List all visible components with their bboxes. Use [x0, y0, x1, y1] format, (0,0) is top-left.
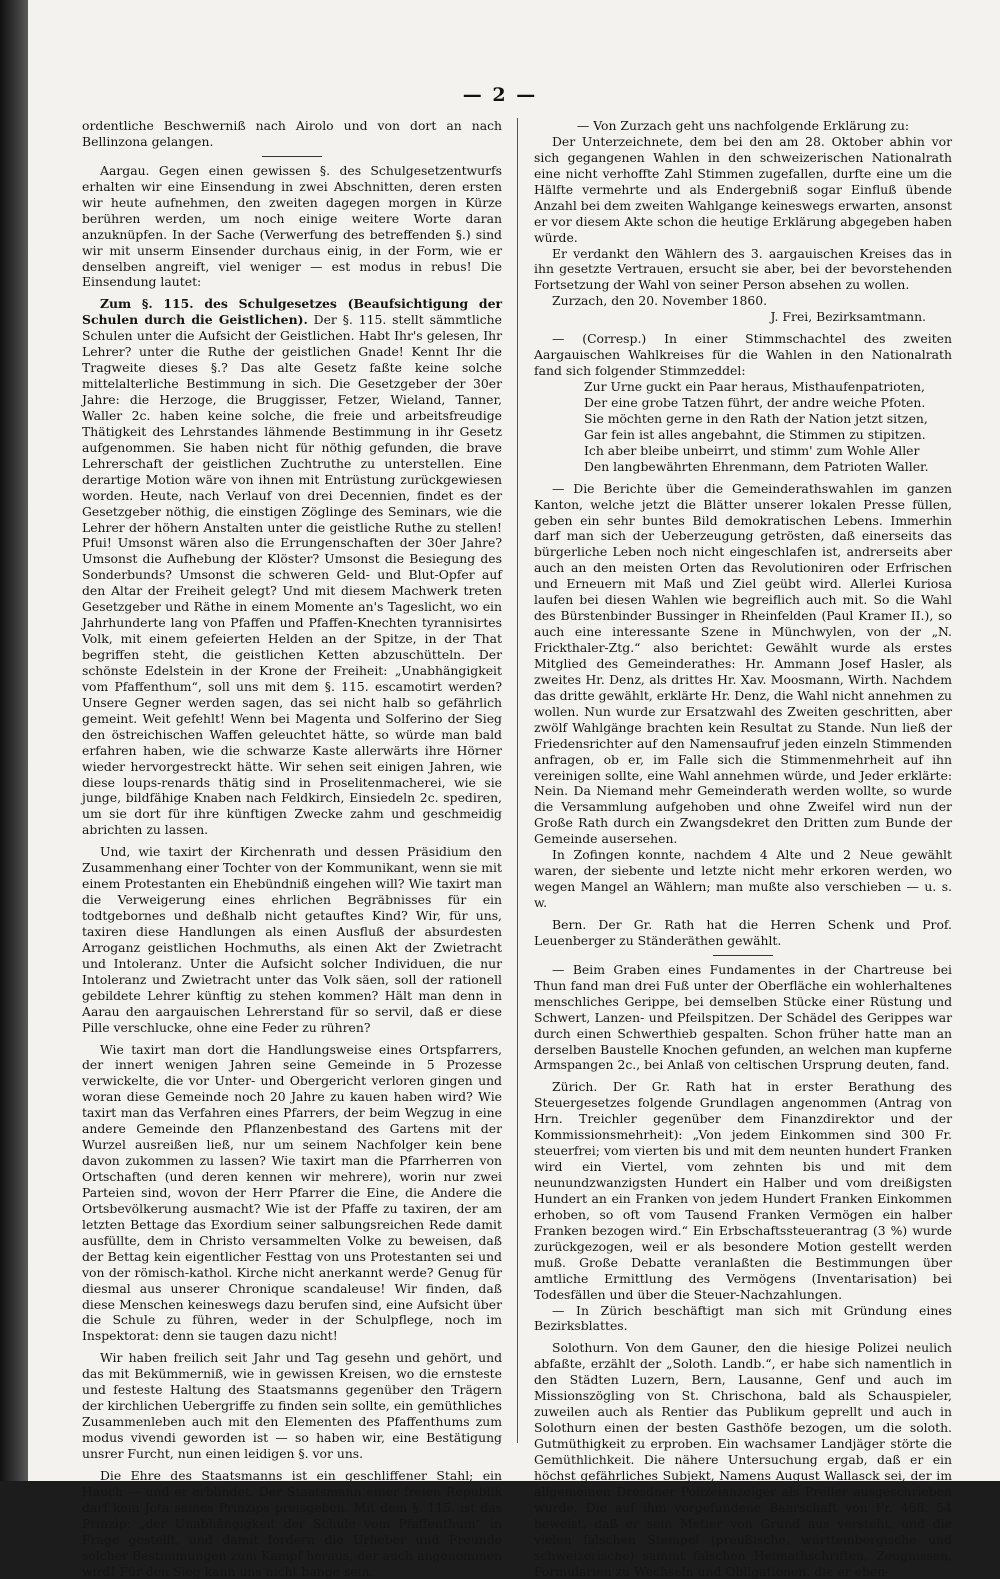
signature: J. Frei, Bezirksamtmann. [770, 309, 926, 325]
paragraph: Die Ehre des Staatsmanns ist ein geschliffener Stahl; ein Hauch — und er erblindet. Der Staatsmann einer freien Republik darf kein Jota seines Prinzips preisgeben. Mit dem §. 115. ist das Prinzip: „der Unabhängigkeit der Schule vom Pfaffenthum“ in Frage gestellt, und damit fordern die Urheber und Freunde solcher Bestimmungen zum Kampf heraus, der auch angenommen wird! Für den Sieg kann uns nicht bange sein. [82, 1467, 502, 1579]
column-divider [517, 118, 518, 1443]
poem-line: Zur Urne guckt ein Paar heraus, Misthaufenpatrioten, [584, 379, 925, 394]
paragraph-bern: Bern. Der Gr. Rath hat die Herren Schenk und Prof. Leuenberger zu Ständeräthen gewählt. [534, 916, 952, 948]
article-text: Der §. 115. stellt sämmtliche Schulen unter die Aufsicht der Geistlichen. Habt Ihr's gelesen, Ihr Lehrer? unter die Ruthe der geistlichen Gnade! Kennt Ihr die Tragweite dieses §.? Das alte Gesetz faßte keine solche mittelalterliche Bestimmung in sich. Die Gesetzgeber der 30er Jahre: die Herzoge, die Bruggisser, Fetzer, Wieland, Tanner, Waller 2c. haben keine solche, die freie und arbeitsfreudige Thätigkeit des Lehrstandes lähmende Bestimmung in ihr Gesetz aufgenommen. Sie haben nicht für nöthig gefunden, die brave Lehrerschaft der geistlichen Zuchtruthe zu unterstellen. Eine derartige Motion wäre von ihnen mit Entrüstung zurückgewiesen worden. Heute, nach Verlauf von drei Decennien, findet es der Gesetzgeber nöthig, die einstigen Zöglinge des Seminars, wie die Lehrer der höhern Anstalten unter die geistliche Ruthe zu stellen! Pfui! Umsonst wären also die Errungenschaften der 30er Jahre? Umsonst die Aufhebung der Klöster? Umsonst die Besiegung des Sonderbunds? Umsonst die schweren Geld- und Blut-Opfer auf den Altar der Freiheit gelegt? Und mit diesem Machwerk treten Gesetzgeber und Räthe in einem Momente an's Tageslicht, wo ein Jahrhunderte lang von Pfaffen und Pfaffen-Knechten tyrannisirtes Volk, mit einem gefeierten Helden an der Spitze, in der That begriffen steht, die geistlichen Ketten abzuschütteln. Der schönste Edelstein in der Krone der Freiheit: „Unabhängigkeit vom Pfaffenthum“, soll uns mit dem §. 115. escamotirt werden? Unsere Gegner werden sagen, das sei nicht halb so gefährlich gemeint. Weit gefehlt! Wenn bei Magenta und Solferino der Sieg den östreichischen Waffen geleuchtet hätte, so würde man bald erfahren haben, wie die schwarze Kaste allerwärts ihre Hörner wieder hervorgestreckt hätte. Wir sehen seit einigen Jahren, wie diese loups-renards thätig sind in Proselitenmacherei, wie sie junge, bildfähige Knaben nach Feldkirch, Einsiedeln 2c. spediren, um sie dort für ihre künftigen Zwecke zahm und geschmeidig abrichten zu lassen. [82, 312, 502, 838]
paragraph-zuerich: Zürich. Der Gr. Rath hat in erster Berathung des Steuergesetzes folgende Grundlagen angenommen (Antrag von Hrn. Treichler gegenüber dem Finanzdirektor und der Kommissionsmehrheit): „Von jedem Einkommen sind 300 Fr. steuerfrei; vom vierten bis und mit dem neunten hundert Franken wird ein Viertel, vom zehnten bis und mit dem neunundzwanzigsten Hundert ein Halber und vom dreißigsten Hundert an ein Franken von jedem Hundert Franken Einkommen erhoben, so oft vom Tausend Franken Vermögen ein halber Franken bezogen wird.“ Ein Erbschaftssteuerantrag (3 %) wurde zurückgezogen, weil er als besondere Motion gestellt werden muß. Große Debatte veranlaßten die Bestimmungen über amtliche Ermittlung des Vermögens (Inventarisation) bei Todesfällen und über die Steuer-Nachzahlungen. [534, 1079, 952, 1302]
poem-line: Ich aber bleibe unbeirrt, und stimm' zum Wohle Aller [584, 442, 920, 458]
paragraph: Und, wie taxirt der Kirchenrath und dessen Präsidium den Zusammenhang einer Tochter von der Kommunikant, wenn sie mit einem Protestanten ein Ehebündniß eingehen will? Wie taxirt man die Verweigerung eines ehrlichen Begräbnisses für ein todtgebornes und deßhalb nicht getauftes Kind? Wir, für uns, taxiren diese Handlungen als einen Ausfluß der absurdesten Arroganz geistlichen Hochmuths, als einen Akt der Zwietracht und Intoleranz. Unter die Aufsicht solcher Individuen, die nur Intoleranz und Zwietracht unter das Volk säen, soll der rationell gebildete Lehrer künftig zu stehen kommen? Hält man denn in Aarau den aargauischen Lehrerstand für so servil, daß er diese Pille verschlucke, ohne eine Feder zu rühren? [82, 844, 502, 1035]
paragraph: — In Zürich beschäftigt man sich mit Gründung eines Bezirksblattes. [534, 1302, 952, 1334]
poem-line: Der eine grobe Tatzen führt, der andre weiche Pfoten. [584, 394, 926, 410]
paragraph: — Die Berichte über die Gemeinderathswahlen im ganzen Kanton, welche jetzt die Blätter unserer lokalen Presse füllen, geben ein sehr buntes Bild demokratischen Lebens. Immerhin darf man sich der Ueberzeugung getrösten, daß einerseits das bürgerliche Leben noch nicht eingeschlafen ist, andrerseits aber auch an den meisten Orten das Revolutioniren oder Erfrischen und Erneuern mit Maß und Ziel geübt wird. Allerlei Kuriosa laufen bei diesen Wahlen wie begreiflich auch mit. So die Wahl des Bürstenbinder Bussinger in Rheinfelden (Paul Kramer II.), so auch eine interessante Szene in Münchwylen, von der „N. Frickthaler-Ztg.“ also berichtet: Gewählt wurde als erstes Mitglied des Gemeinderathes: Hr. Ammann Josef Hasler, als zweites Hr. Denz, als drittes Hr. Xav. Moosmann, Wirth. Nachdem das dritte gewählt, erklärte Hr. Denz, die Wahl nicht annehmen zu wollen. Nun wurde zur Ersatzwahl des Zweiten geschritten, aber zwölf Wahlgänge brachten kein Resultat zu Stande. Nun ließ der Friedensrichter auf den Namensaufruf jeden einzeln Stimmenden anfragen, ob er, im Falle sich die Stimmenmehrheit auf ihn vereinigen sollte, eine Wahl annehmen würde, und Jeder erklärte: Nein. Da Niemand mehr Gemeinderath werden wollte, so wurde die Versammlung aufgehoben und ohne Zweifel wird nun der Große Rath durch ein Zwangsdekret den Dritten zum Bunde der Gemeinde ausersehen. [534, 480, 952, 847]
separator [713, 955, 773, 956]
paragraph-article [82, 296, 502, 838]
poem-line: Sie möchten gerne in den Rath der Nation jetzt sitzen, [584, 410, 928, 426]
page-number: — 2 — [462, 84, 538, 106]
paragraph-solothurn: Solothurn. Von dem Gauner, den die hiesige Polizei neulich abfaßte, erzählt der „Soloth. Landb.“, er habe sich namentlich in den Städten Luzern, Bern, Lausanne, Genf und auch im Missionszögling von St. Chrischona, bald als Schauspieler, zuweilen auch als Rentier das Publikum geprellt und auch in Solothurn einen der besten Gasthöfe bezogen, um die soloth. Gutmüthigkeit zu erproben. Ein wachsamer Landjäger störte die Gemüthlichkeit. Die nähere Untersuchung ergab, daß er ein höchst gefährliches Subjekt, Namens August Wallasck sei, der im allgemeinen Dresdner Polizeianzeiger als Preller ausgeschrieben wurde. Die auf ihm vorgefundene Baarschaft von Fr. 468. 54 beweist, daß er sein Metier von Grund aus versteht, und die vielen falschen Stempel (preußische, württembergische und schweizerische) sammt falschen Heimathschriften, Zeugnissen, Formularien zu Wechseln und Obligationen, die er eben- [534, 1340, 952, 1579]
paragraph: Er verdankt den Wählern des 3. aargauischen Kreises das in ihn gesetzte Vertrauen, ersucht sie aber, bei der bevorstehenden Fortsetzung der Wahl von seiner Person absehen zu wollen. [534, 245, 952, 293]
separator [262, 156, 322, 157]
left-column [82, 118, 502, 1579]
paragraph: — Beim Graben eines Fundamentes in der Chartreuse bei Thun fand man drei Fuß unter der Oberfläche ein wohlerhaltenes menschliches Gerippe, bei demselben Stücke einer Rüstung und Schwert, Lanzen- und Pfeilspitzen. Der Schädel des Gerippes war durch einen Schwerthieb gespalten. Schon früher hatte man an derselben Baustelle Knochen gefunden, an welchen man kupferne Armspangen 2c., bei Anlaß von celtischen Ursprung deuten, fand. [534, 961, 952, 1073]
paragraph: Der Unterzeichnete, dem bei den am 28. Oktober abhin vor sich gegangenen Wahlen in den schweizerischen Nationalrath eine nicht verhoffte Zahl Stimmen zugefallen, durfte eine um die Hälfte vermehrte und als Endergebniß sogar Einfluß übende Anzahl bei dem zweiten Wahlgange keineswegs erwarten, ansonst er vor diesem Akte schon die heutige Erklärung abgegeben haben würde. [534, 133, 952, 245]
paragraph-aargau: Aargau. Gegen einen gewissen §. des Schulgesetzentwurfs erhalten wir eine Einsendung in zwei Abschnitten, deren ersten wir heute aufnehmen, den zweiten dagegen morgen in Kürze berühren werden, um noch einige weitere Worte daran anzuknüpfen. In der Sache (Verwerfung des betreffenden §.) sind wir mit unserm Einsender durchaus einig, in der Form, wie er denselben angreift, viel weniger — est modus in rebus! Die Einsendung lautet: [82, 162, 502, 290]
paragraph-zurzach-intro: — Von Zurzach geht uns nachfolgende Erklärung zu: [576, 118, 910, 133]
dateline: Zurzach, den 20. November 1860. [552, 293, 768, 309]
article-heading: Zum §. 115. des Schulgesetzes (Beaufsichtigung der Schulen durch die Geistlichen). [82, 296, 502, 328]
paragraph: ordentliche Beschwerniß nach Airolo und von dort an nach Bellinzona gelangen. [82, 118, 502, 149]
scan-dark-edge [0, 0, 28, 1481]
paragraph: Wie taxirt man dort die Handlungsweise eines Ortspfarrers, der innert wenigen Jahren seine Gemeinde in 5 Prozesse verwickelte, die vor Unter- und Obergericht verloren gingen und woran diese Gemeinde noch 20 Jahre zu kauen haben wird? Wie taxirt man das Verfahren eines Pfarrers, der beim Wegzug in eine andere Gemeinde den Pflanzenbestand des Gartens mit der Wurzel ausreißen ließ, nur um seinem Nachfolger kein bene davon zukommen zu lassen? Wie taxirt man die Pfarrherren von Ortschaften (und deren kennen wir mehrere), worin nur zwei Parteien sind, wovon der Herr Pfarrer die Eine, die Andere die Ortsbevölkerung ausmacht? Wie ist der Pfaffe zu taxiren, der am letzten Bettage das Exordium seiner salbungsreichen Rede damit ausfüllte, dem in Christo versammelten Volke zu beweisen, daß der Bettag kein eigentlicher Festtag von uns Protestanten sei und von der römisch-kathol. Kirche nicht anerkannt werde? Genug für diesmal aus unserer Chronique scandaleuse! Wir finden, daß diese Menschen keineswegs dazu berufen sind, eine Aufsicht über die Schule zu führen, weder in der Schulpflege, noch im Inspektorat: denn sie taugen dazu nicht! [82, 1041, 502, 1344]
poem-line: Den langbewährten Ehrenmann, dem Patrioten Waller. [584, 458, 929, 474]
poem-line: Gar fein ist alles angebahnt, die Stimmen zu stipitzen. [584, 426, 926, 442]
right-column [534, 118, 952, 1579]
paragraph: Wir haben freilich seit Jahr und Tag gesehn und gehört, und das mit Bekümmerniß, wie in gewissen Kreisen, wo die ernsteste und festeste Haltung des Staatsmanns gegenüber den Trägern der kirchlichen Uebergriffe zu finden sein sollte, ein gemüthliches Zusammenleben auch mit den Elementen des Pfaffenthums zum modus vivendi geworden ist — so haben wir, eine Bestätigung unsrer Furcht, nun einen leidigen §. vor uns. [82, 1350, 502, 1461]
paragraph: — (Corresp.) In einer Stimmschachtel des zweiten Aargauischen Wahlkreises für die Wahlen in den Nationalrath fand sich folgender Stimmzeddel: [534, 331, 952, 379]
paragraph: In Zofingen konnte, nachdem 4 Alte und 2 Neue gewählt waren, der siebente und letzte nicht mehr erkoren werden, wo wegen Mangel an Wählern; man mußte also verschieben — u. s. w. [534, 847, 952, 910]
